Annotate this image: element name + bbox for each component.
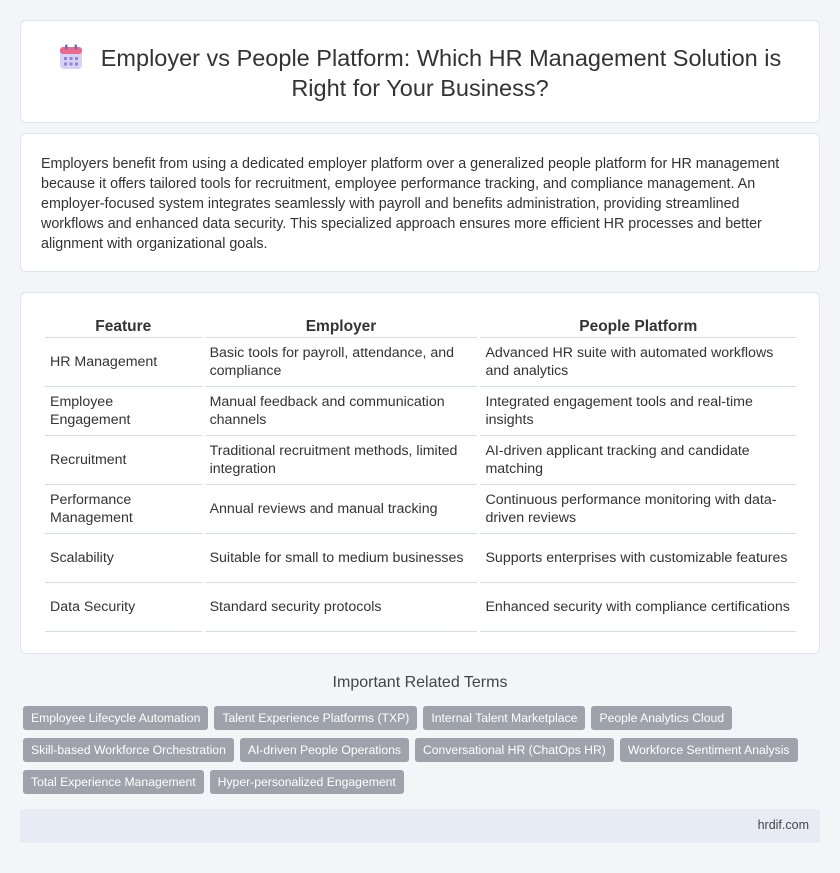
table-row [45,338,796,387]
table-cell: Supports enterprises with customizable features [480,534,796,583]
column-header: Employer [205,314,478,338]
page-title: Employer vs People Platform: Which HR Management Solution is Right for Your Business? [100,45,782,101]
table-cell: Integrated engagement tools and real-time insights [480,387,796,436]
table-cell: AI-driven applicant tracking and candidate matching [480,436,796,485]
table-cell: Data Security [45,583,202,632]
related-term-tag[interactable]: Talent Experience Platforms (TXP) [214,706,417,730]
related-term-tag[interactable]: Employee Lifecycle Automation [23,706,208,730]
column-header: People Platform [480,314,796,338]
column-header: Feature [45,314,202,338]
table-cell: Employee Engagement [45,387,202,436]
table-cell: Standard security protocols [205,583,478,632]
table-cell: Enhanced security with compliance certifications [480,583,796,632]
table-cell: Recruitment [45,436,202,485]
related-term-tag[interactable]: Skill-based Workforce Orchestration [23,738,234,762]
table-cell: Performance Management [45,485,202,534]
related-term-tag[interactable]: Total Experience Management [23,770,204,794]
related-term-tag[interactable]: AI-driven People Operations [240,738,409,762]
footer-site-link[interactable]: hrdif.com [757,818,809,832]
table-cell: Basic tools for payroll, attendance, and compliance [205,338,478,387]
table-cell: HR Management [45,338,202,387]
table-cell: Scalability [45,534,202,583]
comparison-table [42,314,799,632]
title-card [20,20,820,123]
related-term-tag[interactable]: Workforce Sentiment Analysis [620,738,798,762]
calendar-icon [59,44,83,70]
table-header-row [45,314,796,338]
table-row [45,583,796,632]
table-row [45,436,796,485]
table-cell: Suitable for small to medium businesses [205,534,478,583]
related-term-tag[interactable]: Hyper-personalized Engagement [210,770,404,794]
table-row [45,534,796,583]
intro-card [20,133,820,272]
related-terms-list [23,706,813,794]
table-cell: Manual feedback and communication channels [205,387,478,436]
table-cell: Advanced HR suite with automated workflows and analytics [480,338,796,387]
intro-paragraph: Employers benefit from using a dedicated employer platform over a generalized people platform for HR management because it offers tailored tools for recruitment, employee performance tracking, and compliance management. An employer-focused system integrates seamlessly with payroll and benefits administration, providing streamlined workflows and enhanced data security. This specialized approach ensures more efficient HR processes and better alignment with organizational goals. [41,156,780,252]
related-term-tag[interactable]: People Analytics Cloud [591,706,732,730]
related-terms-heading: Important Related Terms [332,674,508,691]
table-cell: Traditional recruitment methods, limited integration [205,436,478,485]
table-row [45,387,796,436]
related-term-tag[interactable]: Conversational HR (ChatOps HR) [415,738,614,762]
footer [20,809,820,843]
comparison-card [20,292,820,654]
table-cell: Annual reviews and manual tracking [205,485,478,534]
related-term-tag[interactable]: Internal Talent Marketplace [423,706,585,730]
table-cell: Continuous performance monitoring with data-driven reviews [480,485,796,534]
table-row [45,485,796,534]
page-title-wrap [41,43,799,103]
